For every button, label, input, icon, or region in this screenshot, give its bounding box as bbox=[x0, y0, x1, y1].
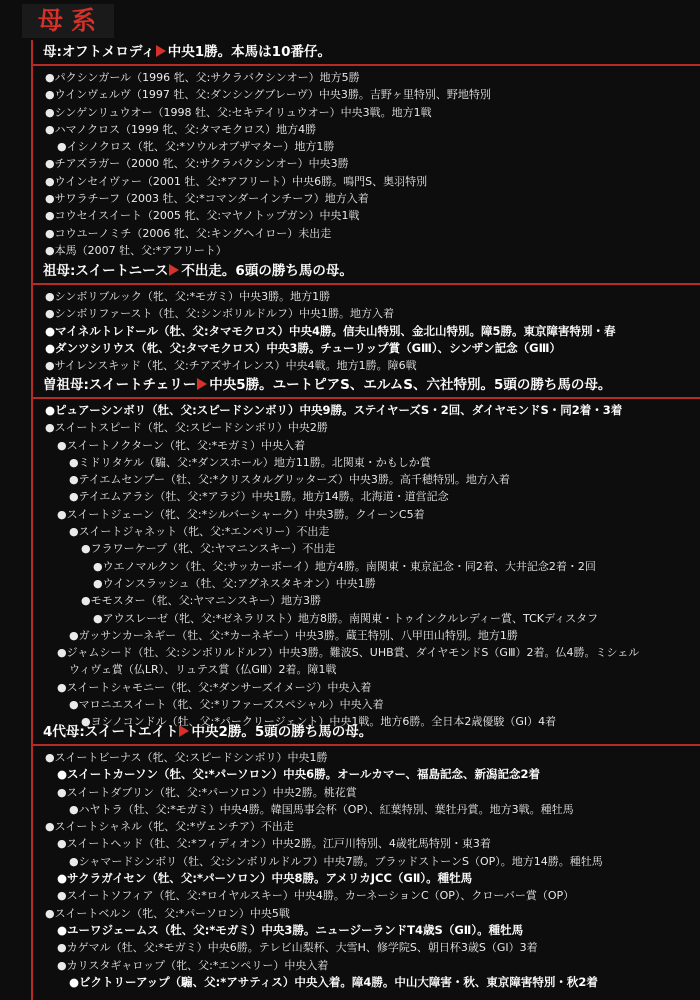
list-item: ●スイートカーソン（牡、父:*パーソロン）中央6勝。オールカマー、福島記念、新潟記念2着 bbox=[57, 767, 540, 782]
list-item: ●スイートビーナス（牝、父:スピードシンボリ）中央1勝 bbox=[45, 751, 328, 764]
list-item: ●ウインセイヴァー（2001 牡、父:*アフリート）中央6勝。鳴門S、奥羽特別 bbox=[45, 174, 428, 188]
list-item: ●ピュアーシンボリ（牡、父:スピードシンボリ）中央9勝。ステイヤーズS・2回、ダイヤモンドS・同2着・3着 bbox=[45, 403, 623, 417]
section-divider bbox=[31, 744, 700, 746]
list-item: ●サクラガイセン（牡、父:*パーソロン）中央8勝。アメリカJCC（GⅡ）。種牡馬 bbox=[57, 871, 473, 886]
list-item: ●イシノクロス（牝、父:*ソウルオブザマター）地方1勝 bbox=[57, 140, 335, 154]
list-item: ●フラワーケープ（牝、父:ヤマニンスキー）不出走 bbox=[81, 542, 336, 556]
list-item: ●スイートベルン（牝、父:*パーソロン）中央5戦 bbox=[45, 906, 290, 920]
list-item: ●ウインスラッシュ（牡、父:アグネスタキオン）中央1勝 bbox=[93, 576, 376, 590]
triangle-arrow-icon bbox=[169, 264, 179, 276]
list-item: ●スイートジャネット（牝、父:*エンペリー）不出走 bbox=[69, 525, 330, 539]
list-item: ●ダンツシリウス（牝、父:タマモクロス）中央3勝。チューリップ賞（GⅢ）、シンザン記念（GⅢ） bbox=[45, 340, 561, 355]
list-item: ●テイエムセンプー（牡、父:*クリスタルグリッターズ）中央3勝。高千穂特別。地方入着 bbox=[69, 473, 510, 487]
section-divider bbox=[31, 397, 700, 399]
list-item: ●スイートジェーン（牝、父:*シルバーシャーク）中央3勝。クイーンC5着 bbox=[57, 507, 425, 521]
section-great-granddam bbox=[31, 375, 700, 731]
section-heading-name: 母:オフトメロディ bbox=[43, 44, 155, 60]
list-item: ●ヨシノコンドル（牡、父:*パークリージェント）中央1戦。地方6勝。全日本2歳優駿（GI）4着 bbox=[81, 715, 557, 729]
list-item: ●ガッサンカーネギー（牡、父:*カーネギー）中央3勝。蔵王特別、八甲田山特別。地方1勝 bbox=[69, 628, 518, 642]
list-item: ●スイートノクターン（牝、父:*モガミ）中央入着 bbox=[57, 438, 306, 452]
list-item: ●シンゲンリュウオー（1998 牡、父:セキテイリュウオー）中央3戦。地方1戦 bbox=[45, 105, 432, 119]
section-heading-name: 4代母:スイートエイト bbox=[43, 724, 179, 740]
list-item: ●テイエムアラシ（牡、父:*アラジ）中央1勝。地方14勝。北海道・道営記念 bbox=[69, 490, 449, 504]
list-item: ●ユーワジェームス（牡、父:*モガミ）中央3勝。ニュージーランドT4歳S（GⅡ）。種牡馬 bbox=[57, 922, 524, 937]
list-item: ●ウエノマルクン（牡、父:サッカーボーイ）地方4勝。南関東・東京記念・同2着、大井記念2着・2回 bbox=[93, 559, 596, 573]
section-heading-name: 曽祖母:スイートチェリー bbox=[43, 377, 197, 393]
list-item: ●シンボリファースト（牡、父:シンボリルドルフ）中央1勝。地方入着 bbox=[45, 307, 394, 321]
list-item: ●シャマードシンボリ（牡、父:シンボリルドルフ）中央7勝。ブラッドストーンS（OP）。地方14勝。種牡馬 bbox=[69, 854, 603, 868]
triangle-arrow-icon bbox=[197, 378, 207, 390]
list-item: ●スイートヘッド（牡、父:*フィディオン）中央2勝。江戸川特別、4歳牝馬特別・東3着 bbox=[57, 837, 491, 851]
section-dam bbox=[31, 42, 700, 259]
section-divider bbox=[31, 64, 700, 66]
list-item: ●モモスター（牝、父:ヤマニンスキー）地方3勝 bbox=[81, 594, 321, 608]
list-item: ●スイートダブリン（牝、父:*パーソロン）中央2勝。桃花賞 bbox=[57, 785, 357, 799]
section-divider bbox=[31, 283, 700, 285]
triangle-arrow-icon bbox=[156, 45, 166, 57]
section-fourth-dam bbox=[31, 722, 700, 991]
section-heading bbox=[31, 375, 700, 395]
list-item: ●マロニエスイート（牝、父:*リファーズスペシャル）中央入着 bbox=[69, 698, 384, 712]
list-item: ●ウインヴェルヴ（1997 牡、父:ダンシングブレーヴ）中央3勝。吉野ヶ里特別、野地特別 bbox=[45, 88, 491, 102]
list-item: ●サワラチーフ（2003 牡、父:*コマンダーインチーフ）地方入着 bbox=[45, 192, 369, 206]
section-heading-summary: 不出走。6頭の勝ち馬の母。 bbox=[181, 263, 353, 279]
list-item: ●ビクトリーアップ（騸、父:*アサティス）中央入着。障4勝。中山大障害・秋、東京障害特別・秋2着 bbox=[69, 974, 598, 989]
list-item: ●アウスレーゼ（牝、父:*ゼネラリスト）地方8勝。南関東・トゥインクルレディー賞、TCKディスタフ bbox=[93, 611, 599, 625]
list-item: ●コウセイスイート（2005 牝、父:マヤノトップガン）中央1戦 bbox=[45, 209, 360, 223]
list-item: ●カリスタギャロップ（牝、父:*エンペリー）中央入着 bbox=[57, 958, 329, 972]
list-item: ●コウユーノミチ（2006 牝、父:キングヘイロー）未出走 bbox=[45, 226, 332, 240]
list-item: ●スイートスピード（牝、父:スピードシンボリ）中央2勝 bbox=[45, 421, 328, 435]
section-heading-summary: 中央2勝。5頭の勝ち馬の母。 bbox=[191, 724, 373, 740]
list-item: ●マイネルトレドール（牡、父:タマモクロス）中央4勝。信夫山特別、金北山特別。障5勝。東京障害特別・春 bbox=[45, 323, 616, 338]
list-item: ●サイレンスキッド（牝、父:チアズサイレンス）中央4戦。地方1勝。障6戦 bbox=[45, 359, 417, 373]
list-item: ●ジャムシード（牡、父:シンボリルドルフ）中央3勝。難波S、UHB賞、ダイヤモンドS（GⅢ）2着。仏4勝。ミシェル bbox=[57, 646, 640, 660]
section-heading bbox=[31, 42, 700, 62]
page-title: 母系 bbox=[38, 6, 105, 35]
list-item: ●スイートシャモニー（牝、父:*ダンサーズイメージ）中央入着 bbox=[57, 680, 372, 694]
list-item: ●チアズラガー（2000 牝、父:サクラバクシンオー）中央3勝 bbox=[45, 157, 349, 171]
section-heading bbox=[31, 722, 700, 742]
list-item: ●スイートシャネル（牝、父:*ヴェンチア）不出走 bbox=[45, 820, 294, 834]
list-item: ●ミドリタケル（騸、父:*ダンスホール）地方11勝。北関東・かもしか賞 bbox=[69, 455, 431, 469]
section-heading-summary: 中央5勝。ユートピアS、エルムS、六社特別。5頭の勝ち馬の母。 bbox=[209, 377, 612, 393]
section-granddam bbox=[31, 261, 700, 374]
section-heading-name: 祖母:スイートニース bbox=[43, 263, 169, 279]
list-item: ●スイートソフィア（牝、父:*ロイヤルスキー）中央4勝。カーネーションC（OP）、クローバー賞（OP） bbox=[57, 889, 575, 903]
list-item: ●本馬（2007 牡、父:*アフリート） bbox=[45, 243, 227, 257]
section-heading-summary: 中央1勝。本馬は10番仔。 bbox=[167, 44, 331, 60]
list-item: ●カゲマル（牡、父:*モガミ）中央6勝。テレビ山梨杯、大雪H、修学院S、朝日杯3歳S（GI）3着 bbox=[57, 941, 538, 955]
list-item: ●パクシンガール（1996 牝、父:サクラバクシンオー）地方5勝 bbox=[45, 71, 360, 84]
list-item: ●シンボリブルック（牝、父:*モガミ）中央3勝。地方1勝 bbox=[45, 290, 331, 303]
list-item: ウィヴェ賞（仏LR）、リュテス賞（仏GⅢ）2着。障1戦 bbox=[69, 663, 337, 677]
list-item: ●ハマノクロス（1999 牝、父:タマモクロス）地方4勝 bbox=[45, 122, 317, 136]
triangle-arrow-icon bbox=[179, 725, 189, 737]
section-heading bbox=[31, 261, 700, 281]
list-item: ●ハヤトラ（牡、父:*モガミ）中央4勝。韓国馬事会杯（OP）、紅葉特別、葉牡丹賞。地方3戦。種牡馬 bbox=[69, 802, 574, 816]
